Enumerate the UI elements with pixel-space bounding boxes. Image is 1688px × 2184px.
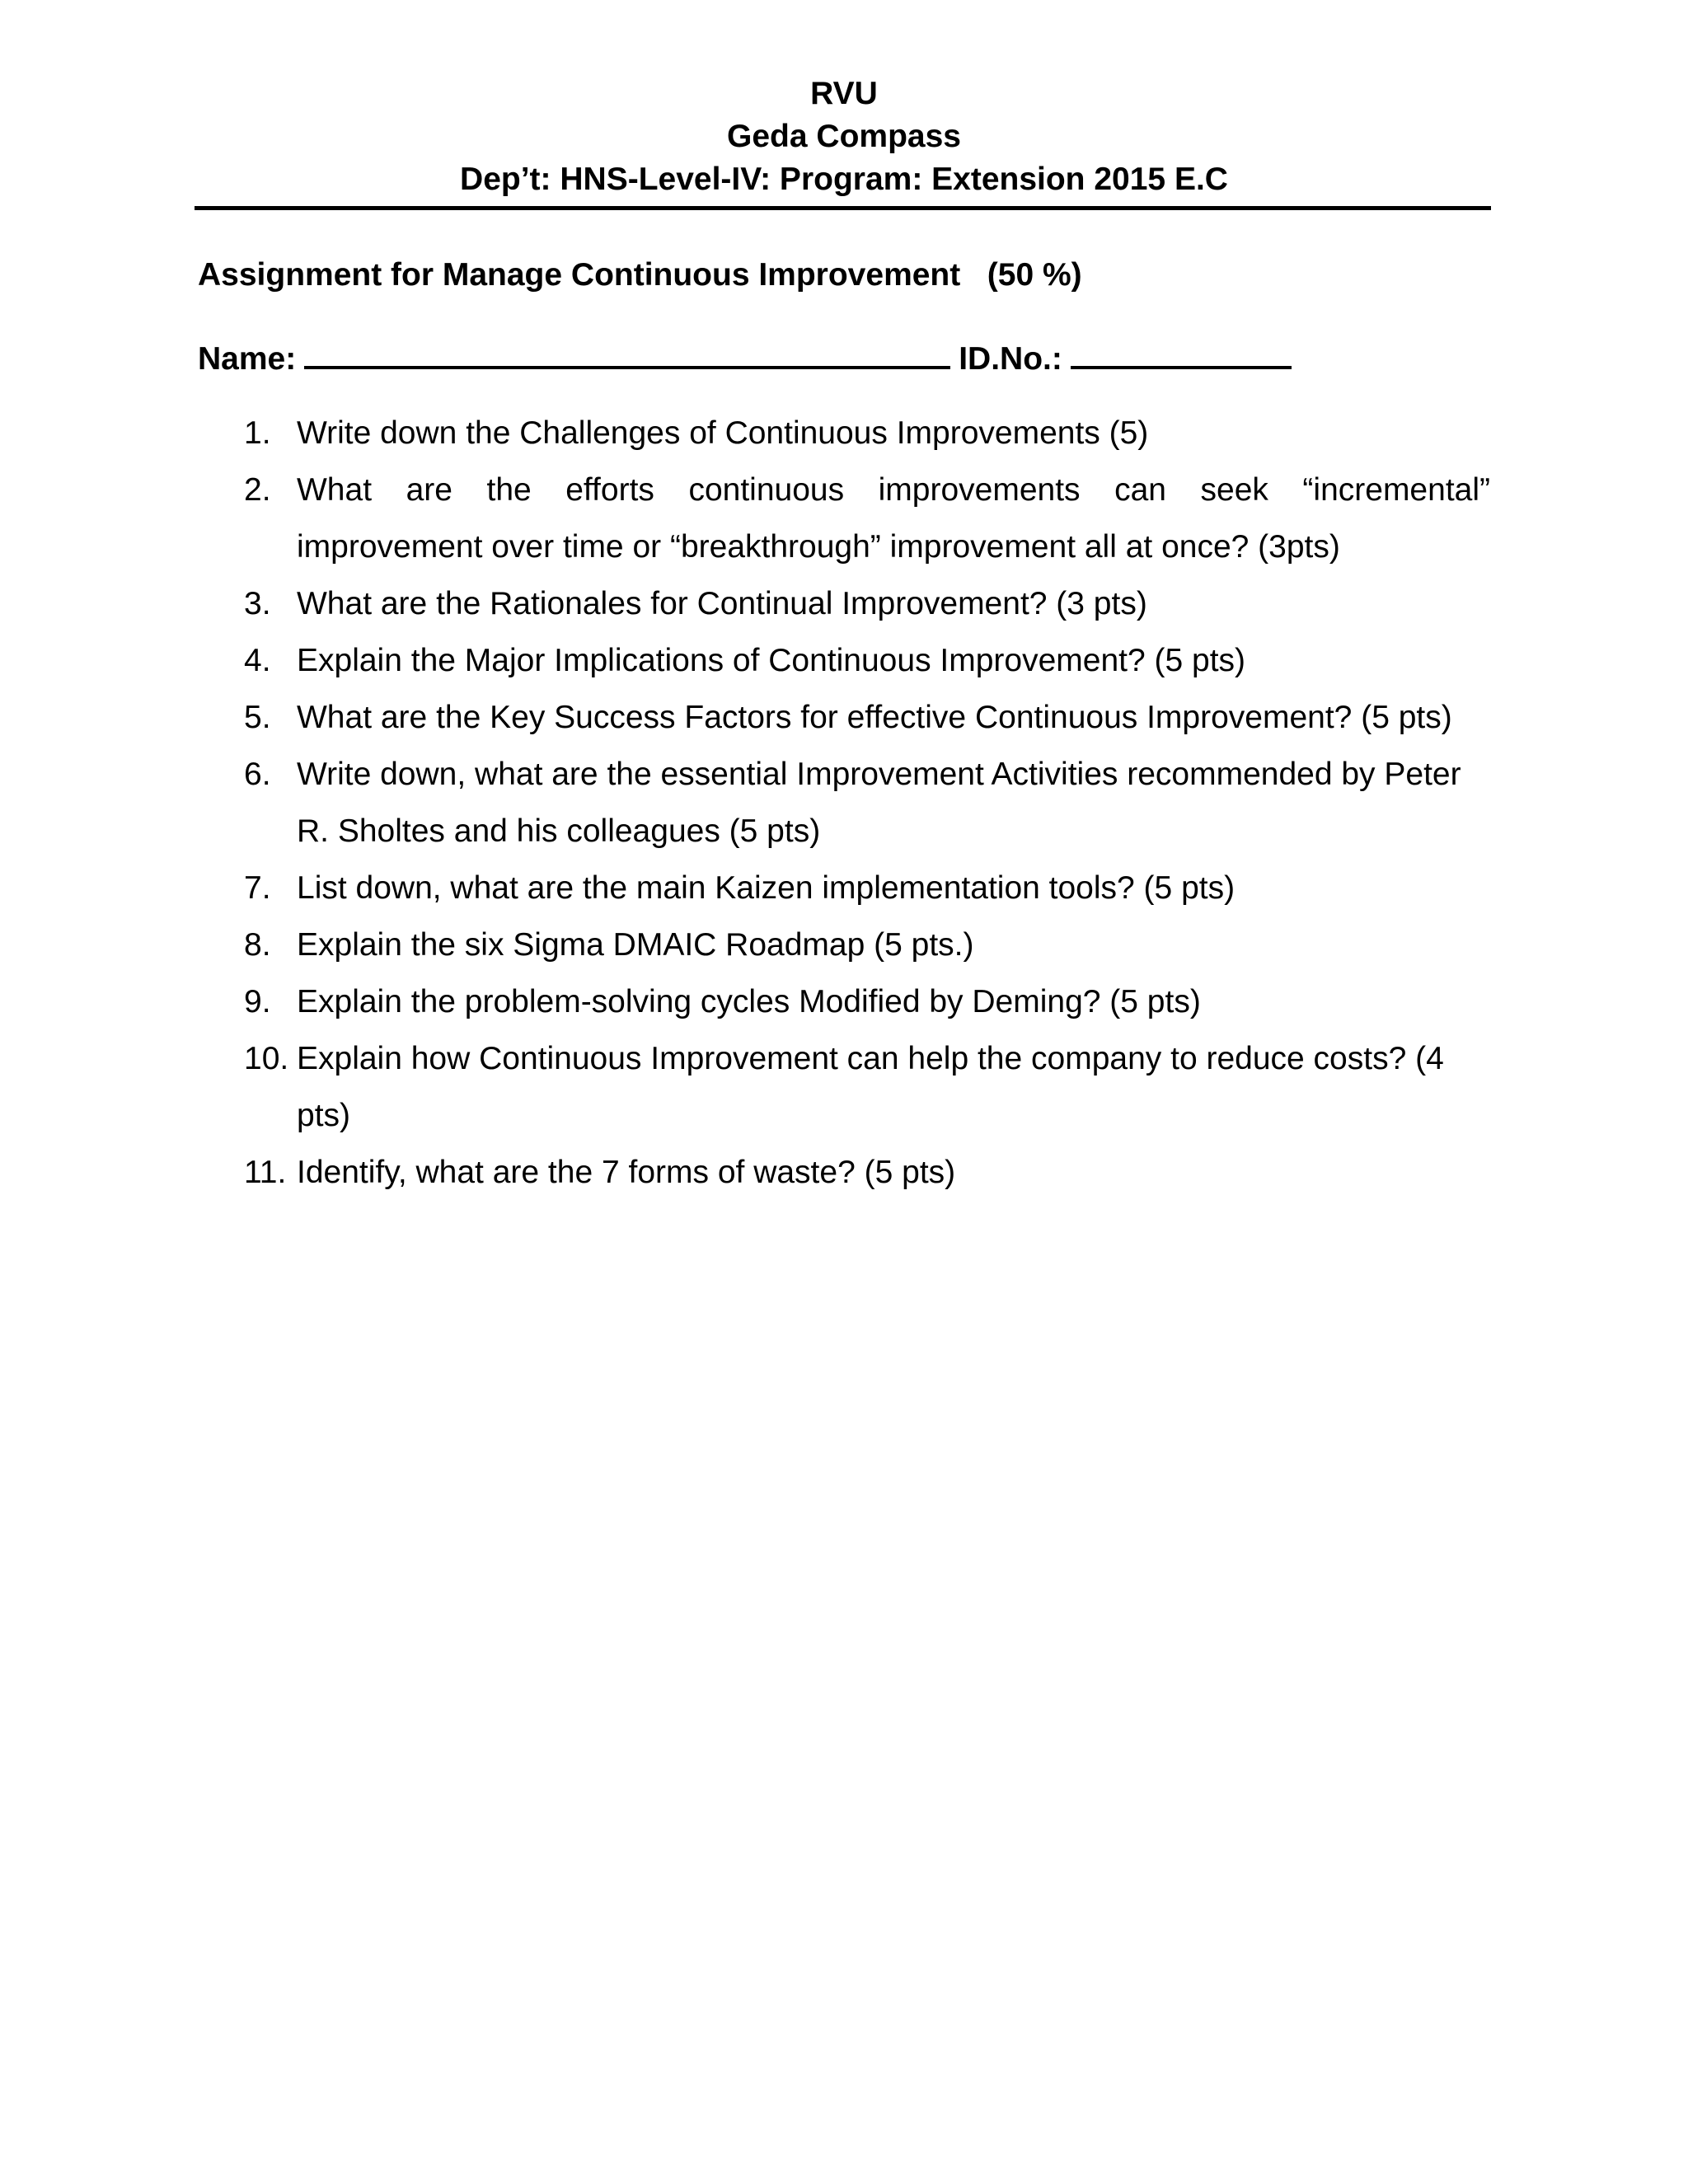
id-blank-line[interactable] (1071, 333, 1292, 369)
question-text: Explain the problem-solving cycles Modified by Deming? (5 pts) (297, 984, 1201, 1019)
name-blank-line[interactable] (304, 333, 950, 369)
question-text-line2: R. Sholtes and his colleagues (5 pts) (297, 813, 821, 849)
assignment-title: Assignment for Manage Continuous Improvement (198, 257, 961, 293)
question-text-line1: Write down, what are the essential Improvement Activities recommended by Peter (297, 757, 1461, 792)
question-number: 9. (244, 984, 271, 1019)
question-text-line1: Explain how Continuous Improvement can help the company to reduce costs? (4 (297, 1041, 1444, 1076)
assignment-title-row (198, 254, 1082, 297)
institution-name: RVU (810, 76, 878, 111)
question-number: 1. (244, 415, 271, 451)
question-number: 10. (244, 1041, 289, 1076)
question-number: 4. (244, 643, 271, 678)
student-info-row (198, 333, 1302, 381)
name-label: Name: (198, 341, 297, 377)
department-line: Dep’t: HNS-Level-IV: Program: Extension 2015 E.C (460, 162, 1228, 197)
question-text: What are the Key Success Factors for effective Continuous Improvement? (5 pts) (297, 700, 1452, 735)
question-text: List down, what are the main Kaizen implementation tools? (5 pts) (297, 870, 1236, 906)
question-number: 5. (244, 700, 271, 735)
question-number: 6. (244, 757, 271, 792)
question-number: 7. (244, 870, 271, 906)
question-text: Write down the Challenges of Continuous Improvements (5) (297, 415, 1149, 451)
question-number: 3. (244, 586, 271, 621)
question-number: 8. (244, 927, 271, 963)
question-text: Explain the six Sigma DMAIC Roadmap (5 pts.) (297, 927, 974, 963)
question-text-line2: pts) (297, 1098, 351, 1133)
question-text: Identify, what are the 7 forms of waste? (5 pts) (297, 1155, 956, 1190)
question-text-line1: What are the efforts continuous improvements can seek “incremental” (297, 472, 1490, 508)
question-number: 11. (244, 1155, 287, 1190)
question-number: 2. (244, 472, 271, 508)
header-divider (195, 206, 1491, 210)
question-text: Explain the Major Implications of Continuous Improvement? (5 pts) (297, 643, 1246, 678)
campus-name: Geda Compass (727, 119, 961, 154)
id-label: ID.No.: (959, 341, 1062, 377)
question-text: What are the Rationales for Continual Improvement? (3 pts) (297, 586, 1147, 621)
assignment-weight: (50 %) (987, 257, 1082, 293)
question-text-line2: improvement over time or “breakthrough” improvement all at once? (3pts) (297, 529, 1340, 565)
